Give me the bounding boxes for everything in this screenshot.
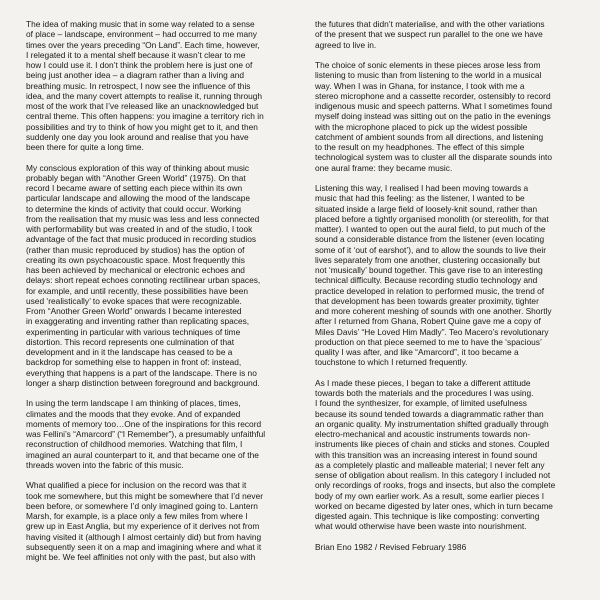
paragraph: What qualified a piece for inclusion on the record was that it took me somewhere, but this might be somewhere that I’d never been before, or somewhere I’d only imagined going to. Lantern Marsh, for example, is a place only a few miles from where I grew up in East Anglia, but my experience of it derives not from having visited it (although I almost certainly did) but from having subsequently seen it on a map and imagining where and what it might be. We feel affinities not only with the past, but also with [26, 480, 263, 563]
paragraph: As I made these pieces, I began to take a different attitude towards both the materials and the procedures I was using. I found the synthesizer, for example, of limited usefulness because its sound tended towards a diagrammatic rather than an organic quality. My instrumentation shifted gradually through electro-mechanical and acoustic instruments towards non- instruments like pieces of chain and sticks and stones. Coupled with this transition was an increasing interest in found sound as a completely plastic and malleable material; I never felt any sense of obligation about realism. In this category I included not only recordings of rooks, frogs and insects, but also the complete body of my own earlier work. As a result, some earlier pieces I worked on became digested by later ones, which in turn became digested again. This technique is like composting: converting what would otherwise have been waste into nourishment. [315, 377, 556, 532]
right-column [315, 19, 583, 552]
paragraph: My conscious exploration of this way of thinking about music probably began with “Another Green World” (1975). On that record I became aware of setting each piece within its own particular landscape and allowing the mood of the landscape to determine the kinds of activity that could occur. Working from the realisation that my music was less and less connected with performability but was created in and of the studio, I took advantage of the fact that music produced in recording studios (rather than music reproduced by studios) has the option of creating its own psychoacoustic space. Most frequently this has been achieved by mechanical or electronic echoes and delays: short repeat echoes connoting rectilinear urban spaces, for example, and until recently, these possibilities have been used ‘realistically’ to evoke spaces that were recognizable. From “Another Green World” onwards I became interested in exaggerating and inventing rather than replicating spaces, experimenting in particular with various techniques of time distortion. This record represents one culmination of that development and in it the landscape has ceased to be a backdrop for something else to happen in front of: instead, everything that happens is a part of the landscape. There is no longer a sharp distinction between foreground and background. [26, 162, 261, 388]
paragraph: the futures that didn’t materialise, and with the other variations of the present that we suspect run parallel to the one we have agreed to live in. [315, 19, 545, 50]
paragraph: The choice of sonic elements in these pieces arose less from listening to music than from listening to the world in a musical way. When I was in Ghana, for instance, I took with me a stereo microphone and a cassette recorder, ostensibly to record indigenous music and speech patterns. What I sometimes found myself doing instead was sitting out on the patio in the evenings with the microphone placed to pick up the widest possible catchment of ambient sounds from all directions, and listening to the result on my headphones. The effect of this simple technological system was to cluster all the disparate sounds into one aural frame: they became music. [315, 60, 552, 173]
left-column [26, 19, 312, 573]
paragraph: Listening this way, I realised I had been moving towards a music that had this feeling: as the listener, I wanted to be situated inside a large field of loosely-knit sound, rather than placed before a tightly organised monolith (or stereolith, for that matter). I wanted to open out the aural field, to put much of the sound a considerable distance from the listener (even locating some of it ‘out of earshot’), and to allow the sounds to live their lives separately from one another, clustering occasionally but not ‘musically’ bound together. This gave rise to an interesting technical difficulty. Because recording studio technology and practice developed in relation to performed music, the trend of that development has been towards greater proximity, tighter and more coherent meshing of sounds with one another. Shortly after I returned from Ghana, Robert Quine gave me a copy of Miles Davis’ “He Loved Him Madly”. Teo Macero’s revolutionary production on that piece seemed to me to have the ‘spacious’ quality I was after, and like “Amarcord”, it too became a touchstone to which I returned frequently. [315, 183, 552, 368]
author-signature-line: Brian Eno 1982 / Revised February 1986 [315, 541, 467, 552]
paragraph: In using the term landscape I am thinking of places, times, climates and the moods that they evoke. And of expanded moments of memory too…One of the inspirations for this record was Fellini’s “Amarcord” (“I Remember”), a presumably unfaithful reconstruction of childhood memories. Watching that film, I imagined an aural counterpart to it, and that became one of the threads woven into the fabric of this music. [26, 398, 266, 470]
paragraph: The idea of making music that in some way related to a sense of place – landscape, environment – had occurred to me many times over the years preceding “On Land”. Each time, however, I relegated it to a mental shelf because it wasn’t clear to me how I could use it. I don’t think the problem here is just one of being just another idea – a diagram rather than a living and breathing music. In retrospect, I now see the influence of this idea, and the many covert attempts to realise it, running through most of the work that I’ve released like an unacknowledged but central theme. This often happens: you imagine a territory rich in possibilities and try to think of how you might get to it, and then suddenly one day you look around and realise that you have been there for quite a long time. [26, 19, 264, 152]
